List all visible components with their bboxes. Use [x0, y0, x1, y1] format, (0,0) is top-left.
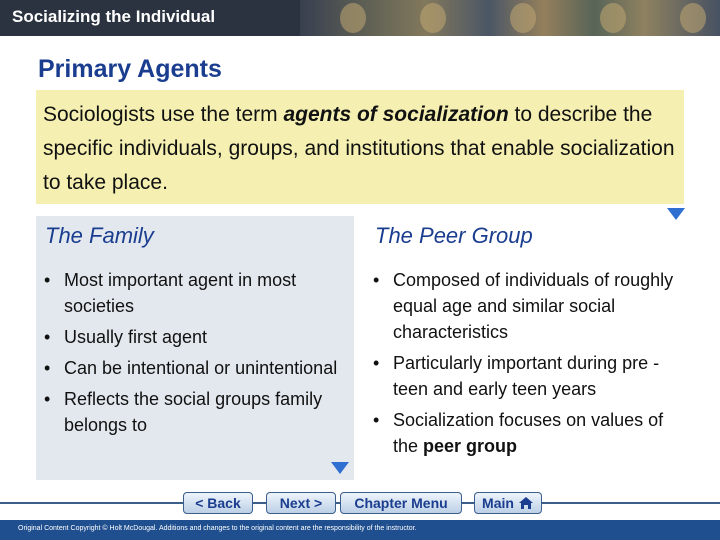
list-item: • Reflects the social groups family belongs to: [44, 389, 323, 435]
next-button[interactable]: Next >: [266, 492, 336, 514]
main-button[interactable]: [474, 492, 542, 514]
peer-group-title: The Peer Group: [375, 223, 533, 248]
family-bullet-list: [38, 267, 354, 443]
key-term: agents of socialization: [283, 103, 509, 126]
list-item: • Can be intentional or unintentional: [44, 358, 338, 378]
chapter-menu-button[interactable]: Chapter Menu: [340, 492, 462, 514]
list-item: • Usually first agent: [44, 327, 208, 347]
expand-triangle-icon[interactable]: [331, 462, 349, 474]
back-button[interactable]: < Back: [183, 492, 253, 514]
expand-triangle-icon[interactable]: [667, 208, 685, 220]
copyright-text: Original Content Copyright © Holt McDougal. Additions and changes to the original content are the responsibility of the instructor.: [18, 525, 417, 532]
intro-box: [36, 90, 684, 204]
peer-group-bullet-list: [367, 267, 685, 464]
list-item: • Socialization focuses on values of the peer group: [373, 410, 664, 456]
main-button-label: Main: [482, 495, 514, 511]
banner-photo-collage: [300, 0, 720, 36]
intro-text: Sociologists use the term agents of socialization to describe the specific individuals, groups, and institutions that enable socialization to take place.: [43, 103, 675, 194]
list-item: • Composed of individuals of roughly equal age and similar social characteristics: [373, 270, 674, 342]
banner-title: Socializing the Individual: [12, 7, 216, 26]
header-banner: [0, 0, 720, 36]
footer-bar: [0, 520, 720, 540]
slide-title: Primary Agents: [38, 55, 222, 83]
home-icon: [518, 496, 534, 510]
list-item: • Particularly important during pre -teen and early teen years: [373, 353, 660, 399]
family-title: The Family: [45, 223, 154, 248]
list-item: • Most important agent in most societies: [44, 270, 297, 316]
